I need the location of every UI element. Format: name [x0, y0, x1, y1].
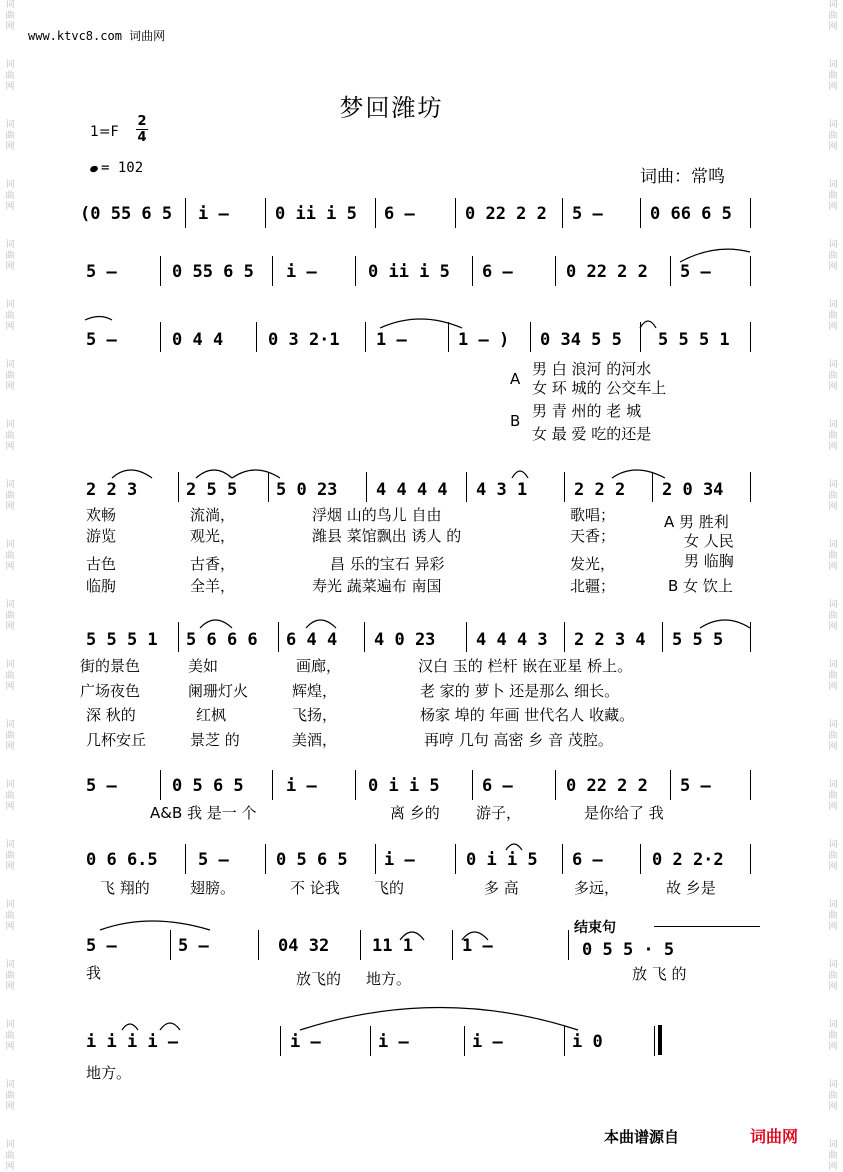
slur	[85, 317, 112, 321]
lyric-text: 男 青 州的 老 城	[532, 402, 642, 420]
lyric-text: 飞 翔的	[100, 879, 150, 897]
lyric-text: 辉煌，	[292, 682, 338, 700]
note-group: 0 55 6 5	[172, 262, 254, 282]
lyric-text: 男 白 浪河 的河水	[532, 360, 652, 378]
note-group: 0 4 4	[172, 330, 224, 350]
note-group: 5 5 5	[672, 630, 724, 650]
lyric-text: 潍县 菜馆飘出 诱人 的	[312, 527, 462, 545]
watermark-text: 词 曲 网	[828, 60, 838, 92]
note-group: 0 22 2 2	[465, 204, 547, 224]
note-group: 5 –	[86, 776, 117, 796]
note-group: 2 0 34	[662, 480, 724, 500]
note-group: 5 6 6 6	[186, 630, 258, 650]
note-group: 5 –	[86, 262, 117, 282]
note-group: 2 2 3	[86, 480, 138, 500]
lyric-text: 飞扬，	[292, 706, 338, 724]
note-group: 5 –	[178, 936, 209, 956]
note-group: i –	[198, 204, 229, 224]
note-group: 0 6 6.5	[86, 850, 158, 870]
note-group: 2 5 5	[186, 480, 238, 500]
lyric-text: 女 人民	[684, 532, 734, 550]
slur	[640, 321, 656, 328]
lyric-text: 老 家的 萝卜 还是那么 细长。	[420, 682, 620, 700]
watermark-text: 词 曲 网	[828, 240, 838, 272]
ending-line	[654, 926, 760, 927]
watermark-text: 词 曲 网	[828, 480, 838, 512]
watermark-text: 词 曲 网	[5, 120, 15, 152]
watermark-text: 词 曲 网	[5, 60, 15, 92]
slur	[680, 249, 750, 262]
note-group: 4 4 4 3	[476, 630, 548, 650]
watermark-text: 词 曲 网	[828, 900, 838, 932]
note-group: 2 2 3 4	[574, 630, 646, 650]
note-group: 0 5 5 · 5	[582, 940, 675, 960]
watermark-text: 词 曲 网	[5, 900, 15, 932]
watermark-text: 词 曲 网	[5, 540, 15, 572]
watermark-text: 词 曲 网	[5, 960, 15, 992]
watermark-text: 词 曲 网	[828, 0, 838, 32]
note-group: i –	[290, 1032, 321, 1052]
lyric-text: B	[510, 412, 521, 430]
lyric-text: 杨家 埠的 年画 世代名人 收藏。	[420, 706, 635, 724]
lyric-text: 深 秋的	[86, 706, 136, 724]
lyric-text: 街的景色	[80, 657, 141, 675]
footer-brand[interactable]: 词曲网	[750, 1127, 799, 1146]
watermark-text: 词 曲 网	[828, 720, 838, 752]
lyric-text: 游子，	[476, 804, 522, 822]
lyric-text: 景芝 的	[190, 731, 240, 749]
watermark-text: 词 曲 网	[828, 780, 838, 812]
watermark-text: 词 曲 网	[828, 420, 838, 452]
note-group: 0 66 6 5	[650, 204, 732, 224]
time-signature-bottom: 4	[137, 130, 147, 145]
watermark-text: 词 曲 网	[828, 300, 838, 332]
note-group: 5 0 23	[276, 480, 338, 500]
watermark-text: 词 曲 网	[5, 600, 15, 632]
key-signature: 1=F	[90, 124, 119, 140]
lyric-text: 发光，	[570, 555, 616, 573]
lyric-text: 浮烟 山的鸟儿 自由	[312, 506, 442, 524]
lyric-text: 古色	[86, 555, 117, 573]
watermark-text: 词 曲 网	[828, 1140, 838, 1172]
note-group: 11 1	[372, 936, 413, 956]
lyric-text: A	[510, 370, 521, 388]
lyric-text: 几杯安丘	[86, 731, 147, 749]
slur	[112, 470, 152, 478]
lyric-text: 天香；	[570, 527, 616, 545]
slur	[400, 932, 424, 940]
lyric-text: 我	[86, 964, 102, 982]
lyric-text: 歌唱；	[570, 506, 616, 524]
note-group: 0 i i 5	[466, 850, 538, 870]
watermark-text: 词 曲 网	[828, 1080, 838, 1112]
lyric-text: 离 乡的	[390, 804, 440, 822]
site-url: www.ktvc8.com 词曲网	[28, 29, 166, 43]
watermark-text: 词 曲 网	[5, 300, 15, 332]
note-group: 5 –	[680, 262, 711, 282]
lyric-text: 流淌，	[190, 506, 236, 524]
slur	[200, 620, 232, 628]
note-group: 0 i i 5	[368, 776, 440, 796]
lyric-text: 女 环 城的 公交车上	[532, 379, 667, 397]
lyric-text: 美如	[188, 657, 219, 675]
lyric-text: 放 飞 的	[632, 965, 687, 983]
note-group: 2 2 2	[574, 480, 626, 500]
slur	[462, 932, 488, 940]
lyric-text: 古香，	[190, 555, 236, 573]
watermark-text: 词 曲 网	[5, 180, 15, 212]
lyric-text: B 女 饮上	[668, 577, 733, 595]
lyric-text: 放飞的	[296, 970, 342, 988]
slur	[122, 1024, 138, 1030]
note-group: i –	[472, 1032, 503, 1052]
lyric-text: 多远，	[574, 879, 620, 897]
watermark-text: 词 曲 网	[5, 240, 15, 272]
tempo-value: = 102	[101, 160, 144, 176]
slur	[160, 1023, 180, 1030]
lyric-text: 欢畅	[86, 506, 117, 524]
note-group: 4 3 1	[476, 480, 528, 500]
note-group: 4 4 4 4	[376, 480, 448, 500]
watermark-text: 词 曲 网	[5, 660, 15, 692]
slur	[512, 471, 528, 478]
slur	[232, 470, 280, 478]
note-group: 0 3 2·1	[268, 330, 340, 350]
lyric-text: 地方。	[366, 970, 412, 988]
note-group: 0 ii i 5	[275, 204, 357, 224]
note-group: 5 5 5 1	[658, 330, 730, 350]
watermark-text: 词 曲 网	[5, 420, 15, 452]
note-group: (0 55 6 5	[80, 204, 173, 224]
note-group: 0 22 2 2	[566, 262, 648, 282]
note-group: 5 –	[198, 850, 229, 870]
slur	[506, 844, 522, 850]
note-group: 04 32	[278, 936, 330, 956]
watermark-text: 词 曲 网	[5, 720, 15, 752]
lyric-text: 观光，	[190, 527, 236, 545]
lyric-text: 阑珊灯火	[188, 682, 249, 700]
slur	[380, 319, 462, 328]
lyric-text: A&B 我 是一 个	[150, 804, 257, 822]
note-group: 0 5 6 5	[172, 776, 244, 796]
note-group: 6 –	[482, 776, 513, 796]
slur	[700, 620, 750, 628]
slur	[100, 921, 210, 930]
ending-label: 结束句	[574, 920, 616, 936]
watermark-text: 词 曲 网	[828, 180, 838, 212]
lyric-text: 男 临胸	[684, 552, 734, 570]
lyric-text: 不 论我	[290, 879, 340, 897]
lyric-text: 再哼 几句 高密 乡 音 茂腔。	[424, 731, 613, 749]
slur	[612, 470, 665, 478]
watermark-text: 词 曲 网	[828, 540, 838, 572]
watermark-text: 词 曲 网	[828, 1020, 838, 1052]
note-group: i 0	[572, 1032, 603, 1052]
note-group: 6 –	[482, 262, 513, 282]
watermark-text: 词 曲 网	[828, 120, 838, 152]
song-title: 梦回潍坊	[339, 94, 444, 122]
note-group: 0 22 2 2	[566, 776, 648, 796]
lyric-text: A 男 胜利	[664, 513, 729, 531]
watermark-text: 词 曲 网	[5, 780, 15, 812]
composer-credit: 词曲：常鸣	[640, 167, 725, 187]
lyric-text: 女 最 爱 吃的还是	[532, 425, 652, 443]
note-group: 1 – )	[458, 330, 510, 350]
note-group: 0 ii i 5	[368, 262, 450, 282]
lyric-text: 地方。	[86, 1064, 132, 1082]
watermark-text: 词 曲 网	[5, 1020, 15, 1052]
note-group: 5 –	[572, 204, 603, 224]
note-group: 6 4 4	[286, 630, 338, 650]
lyric-text: 北疆；	[570, 577, 616, 595]
note-group: 5 5 5 1	[86, 630, 158, 650]
note-group: 6 –	[572, 850, 603, 870]
note-group: i –	[384, 850, 415, 870]
lyric-text: 画廊，	[296, 657, 342, 675]
lyric-text: 飞的	[374, 879, 405, 897]
lyric-text: 红枫	[196, 706, 227, 724]
note-group: 4 0 23	[374, 630, 436, 650]
final-barline	[658, 1025, 662, 1055]
lyric-text: 全羊，	[190, 577, 236, 595]
note-group: i –	[286, 776, 317, 796]
watermark-text: 词 曲 网	[5, 480, 15, 512]
watermark-text: 词 曲 网	[5, 840, 15, 872]
note-group: 5 –	[680, 776, 711, 796]
watermark-text: 词 曲 网	[828, 360, 838, 392]
note-group: 1 –	[376, 330, 407, 350]
note-group: i –	[286, 262, 317, 282]
time-signature-top: 2	[137, 114, 147, 129]
note-group: 0 34 5 5	[540, 330, 622, 350]
watermark-text: 词 曲 网	[828, 660, 838, 692]
note-group: i –	[378, 1032, 409, 1052]
lyric-text: 翅膀。	[190, 879, 236, 897]
watermark-text: 词 曲 网	[5, 1080, 15, 1112]
lyric-text: 多 高	[484, 879, 519, 897]
lyric-text: 临朐	[86, 577, 117, 595]
lyric-text: 昌 乐的宝石 异彩	[330, 555, 445, 573]
note-group: 6 –	[384, 204, 415, 224]
watermark-text: 词 曲 网	[828, 960, 838, 992]
watermark-text: 词 曲 网	[5, 0, 15, 32]
note-group: i i i i –	[86, 1032, 179, 1052]
lyric-text: 美酒，	[292, 731, 338, 749]
footer-source: 本曲谱源自	[604, 1128, 680, 1146]
note-group: 5 –	[86, 936, 117, 956]
lyric-text: 汉白 玉的 栏杆 嵌在亚星 桥上。	[418, 657, 633, 675]
lyric-text: 故 乡是	[666, 879, 716, 897]
slur	[306, 620, 336, 628]
lyric-text: 游览	[86, 527, 117, 545]
note-group: 1 –	[462, 936, 493, 956]
slur	[196, 470, 232, 478]
watermark-text: 词 曲 网	[5, 360, 15, 392]
lyric-text: 广场夜色	[80, 682, 141, 700]
slur	[300, 1008, 578, 1031]
lyric-text: 是你给了 我	[584, 804, 664, 822]
note-group: 0 5 6 5	[276, 850, 348, 870]
watermark-text: 词 曲 网	[828, 600, 838, 632]
lyric-text: 寿光 蔬菜遍布 南国	[312, 577, 442, 595]
note-group: 0 2 2·2	[652, 850, 724, 870]
watermark-text: 词 曲 网	[5, 1140, 15, 1172]
watermark-text: 词 曲 网	[828, 840, 838, 872]
note-group: 5 –	[86, 330, 117, 350]
